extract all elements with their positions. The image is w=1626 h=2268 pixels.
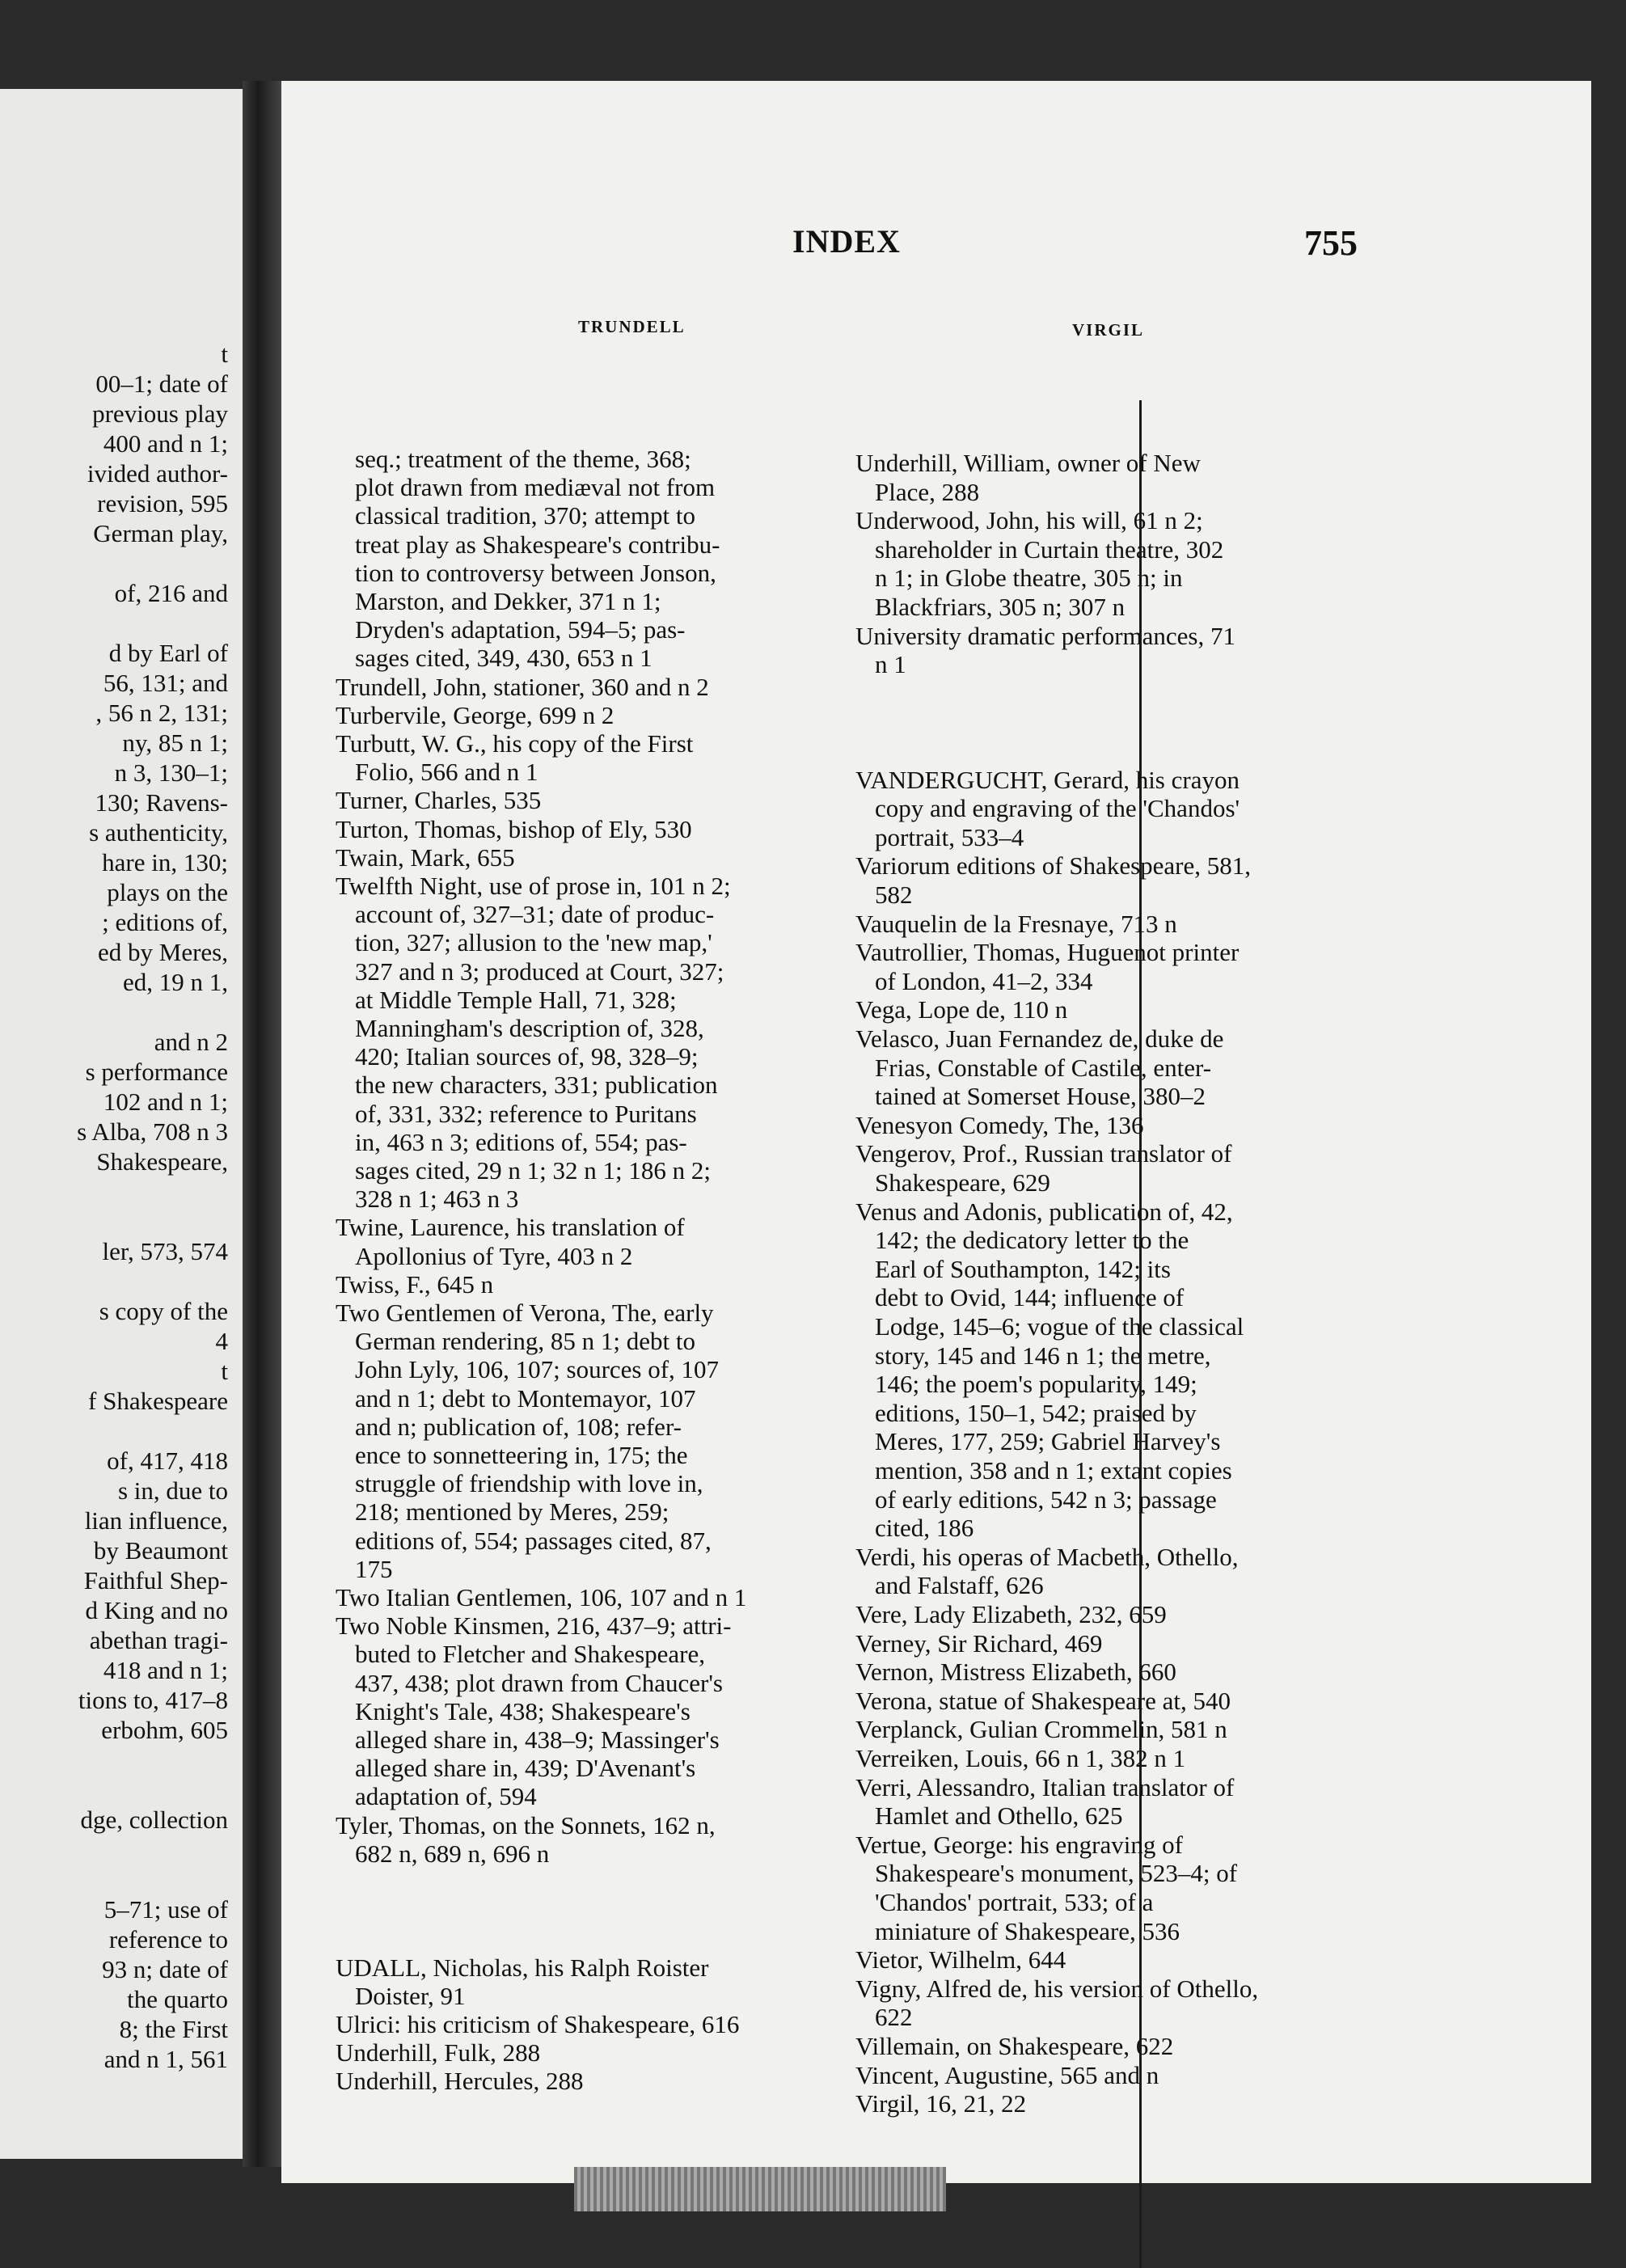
index-line: Blackfriars, 305 n; 307 n — [875, 593, 1126, 621]
index-line: buted to Fletcher and Shakespeare, — [355, 1640, 705, 1669]
facing-page-line: 130; Ravens- — [95, 788, 228, 817]
index-line: Hamlet and Othello, 625 — [875, 1801, 1123, 1831]
facing-page-line: ed by Meres, — [98, 938, 228, 966]
facing-page-line: 00–1; date of — [95, 370, 228, 398]
facing-page-line: , 56 n 2, 131; — [95, 699, 228, 727]
index-line: Lodge, 145–6; vogue of the classical — [875, 1312, 1244, 1341]
page-header — [281, 222, 1591, 271]
book-gutter — [243, 81, 281, 2167]
facing-page-line: and n 1, 561 — [103, 2045, 228, 2073]
index-line: Venus and Adonis, publication of, 42, — [855, 1197, 1233, 1226]
index-line: adaptation of, 594 — [355, 1782, 537, 1811]
index-line: Vernon, Mistress Elizabeth, 660 — [855, 1658, 1176, 1687]
index-line: Two Italian Gentlemen, 106, 107 and n 1 — [336, 1583, 747, 1611]
facing-page-line: s Alba, 708 n 3 — [77, 1117, 228, 1146]
index-line: Variorum editions of Shakespeare, 581, — [855, 851, 1251, 881]
index-line: cited, 186 — [875, 1514, 974, 1543]
index-line: sages cited, 29 n 1; 32 n 1; 186 n 2; — [355, 1156, 711, 1185]
index-line: 218; mentioned by Meres, 259; — [355, 1497, 669, 1527]
index-line: Underhill, William, owner of New — [855, 449, 1201, 477]
facing-page-line: dge, collection — [80, 1806, 228, 1834]
index-line: Venesyon Comedy, The, 136 — [855, 1110, 1144, 1139]
index-line: Knight's Tale, 438; Shakespeare's — [355, 1696, 691, 1725]
index-line: Ulrici: his criticism of Shakespeare, 616 — [336, 2010, 740, 2038]
index-line: tained at Somerset House, 380–2 — [875, 1082, 1206, 1111]
facing-page-line: of, 216 and — [114, 579, 228, 607]
facing-page-line: by Beaumont — [93, 1536, 228, 1565]
index-line: German rendering, 85 n 1; debt to — [355, 1327, 695, 1356]
facing-page-line: d King and no — [85, 1596, 228, 1624]
index-line: and n 1; debt to Montemayor, 107 — [355, 1383, 696, 1413]
facing-page-line: ler, 573, 574 — [102, 1237, 228, 1265]
index-line: shareholder in Curtain theatre, 302 — [875, 534, 1224, 564]
index-line: Vengerov, Prof., Russian translator of — [855, 1139, 1232, 1168]
index-line: UDALL, Nicholas, his Ralph Roister — [336, 1953, 709, 1982]
index-line: 420; Italian sources of, 98, 328–9; — [355, 1042, 699, 1071]
facing-page-line: 56, 131; and — [103, 669, 228, 697]
facing-page-line: s copy of the — [99, 1297, 228, 1325]
index-page — [281, 81, 1591, 2183]
index-line: Turbervile, George, 699 n 2 — [336, 700, 615, 729]
facing-page-line: German play, — [93, 519, 228, 547]
facing-page-line: lian influence, — [84, 1506, 228, 1535]
index-line: Twiss, F., 645 n — [336, 1269, 494, 1299]
facing-page-line: 400 and n 1; — [103, 429, 228, 458]
index-line: Twelfth Night, use of prose in, 101 n 2; — [336, 872, 731, 900]
index-line: n 1; in Globe theatre, 305 n; in — [875, 564, 1183, 593]
index-line: University dramatic performances, 71 — [855, 621, 1235, 650]
index-line: Vincent, Augustine, 565 and n — [855, 2060, 1159, 2089]
index-line: n 1 — [875, 650, 906, 679]
index-line: Vere, Lady Elizabeth, 232, 659 — [855, 1600, 1167, 1628]
facing-page-line: t — [221, 340, 228, 368]
facing-page-line: and n 2 — [154, 1028, 228, 1056]
index-line: Folio, 566 and n 1 — [355, 758, 538, 787]
index-line: Verney, Sir Richard, 469 — [855, 1628, 1103, 1658]
index-line: 437, 438; plot drawn from Chaucer's — [355, 1668, 723, 1697]
index-line: Trundell, John, stationer, 360 and n 2 — [336, 672, 709, 701]
index-line: mention, 358 and n 1; extant copies — [875, 1456, 1232, 1485]
index-line: account of, 327–31; date of produc- — [355, 900, 715, 929]
facing-page-line: 102 and n 1; — [103, 1088, 228, 1116]
index-line: 142; the dedicatory letter to the — [875, 1226, 1189, 1255]
facing-page-line: revision, 595 — [97, 489, 228, 517]
index-line: Twine, Laurence, his translation of — [336, 1213, 685, 1242]
index-line: 328 n 1; 463 n 3 — [355, 1185, 519, 1214]
page-title: INDEX — [792, 223, 901, 260]
index-line: alleged share in, 439; D'Avenant's — [355, 1754, 696, 1783]
index-line: alleged share in, 438–9; Massinger's — [355, 1725, 720, 1754]
scan-edge-strip — [574, 2167, 946, 2211]
facing-page-line: ivided author- — [87, 459, 228, 488]
index-line: Vigny, Alfred de, his version of Othello, — [855, 1974, 1259, 2003]
index-line: Turbutt, W. G., his copy of the First — [336, 729, 694, 758]
index-line: 146; the poem's popularity, 149; — [875, 1370, 1197, 1399]
index-line: 'Chandos' portrait, 533; of a — [875, 1888, 1154, 1916]
index-line: Frias, Constable of Castile, enter- — [875, 1053, 1212, 1082]
facing-page-line: f Shakespeare — [88, 1387, 228, 1415]
index-line: at Middle Temple Hall, 71, 328; — [355, 985, 677, 1014]
facing-page-line: s in, due to — [117, 1476, 228, 1505]
index-line: of, 331, 332; reference to Puritans — [355, 1099, 697, 1128]
facing-page-line: tions to, 417–8 — [78, 1686, 228, 1714]
index-line: Shakespeare's monument, 523–4; of — [875, 1859, 1238, 1888]
index-line: Underhill, Hercules, 288 — [336, 2067, 584, 2096]
index-line: and Falstaff, 626 — [875, 1571, 1044, 1600]
index-line: Manningham's description of, 328, — [355, 1014, 704, 1042]
index-line: Vietor, Wilhelm, 644 — [855, 1945, 1066, 1974]
facing-page-line: 418 and n 1; — [103, 1656, 228, 1684]
index-line: Virgil, 16, 21, 22 — [855, 2089, 1027, 2118]
index-line: 682 n, 689 n, 696 n — [355, 1839, 550, 1868]
index-line: debt to Ovid, 144; influence of — [875, 1283, 1185, 1312]
index-line: Verri, Alessandro, Italian translator of — [855, 1772, 1235, 1801]
facing-page-line: the quarto — [127, 1985, 228, 2013]
facing-page-line: previous play — [92, 399, 228, 428]
index-line: 175 — [355, 1554, 393, 1583]
index-line: Doister, 91 — [355, 1981, 466, 2010]
facing-page-line: s performance — [85, 1058, 228, 1086]
facing-page-line: 4 — [215, 1327, 228, 1355]
index-line: Turner, Charles, 535 — [336, 786, 542, 815]
index-line: Vega, Lope de, 110 n — [855, 995, 1068, 1024]
index-line: the new characters, 331; publication — [355, 1071, 718, 1100]
index-line: story, 145 and 146 n 1; the metre, — [875, 1341, 1211, 1370]
index-line: miniature of Shakespeare, 536 — [875, 1916, 1180, 1945]
facing-page-line: d by Earl of — [108, 639, 228, 667]
page-number: 755 — [1304, 223, 1358, 263]
index-line: treat play as Shakespeare's contribu- — [355, 530, 720, 559]
facing-page-line: ; editions of, — [102, 908, 228, 936]
facing-page-line: hare in, 130; — [102, 848, 228, 876]
index-line: 622 — [875, 2003, 913, 2032]
facing-page-line: Shakespeare, — [96, 1147, 228, 1176]
facing-page-line: t — [221, 1357, 228, 1385]
facing-page-line: 8; the First — [119, 2015, 228, 2043]
index-line: in, 463 n 3; editions of, 554; pas- — [355, 1127, 687, 1156]
facing-page-line: of, 417, 418 — [107, 1447, 228, 1475]
facing-page-line: 93 n; date of — [102, 1955, 228, 1983]
index-line: sages cited, 349, 430, 653 n 1 — [355, 644, 653, 673]
index-line: of early editions, 542 n 3; passage — [875, 1485, 1217, 1514]
facing-page-line: abethan tragi- — [89, 1626, 228, 1654]
index-line: editions of, 554; passages cited, 87, — [355, 1526, 712, 1555]
index-line: John Lyly, 106, 107; sources of, 107 — [355, 1355, 720, 1384]
index-line: classical tradition, 370; attempt to — [355, 501, 695, 530]
index-line: editions, 150–1, 542; praised by — [875, 1398, 1197, 1427]
facing-page-line: reference to — [108, 1925, 228, 1953]
index-line: VANDERGUCHT, Gerard, his crayon — [855, 765, 1240, 794]
index-line: 327 and n 3; produced at Court, 327; — [355, 957, 724, 986]
index-line: copy and engraving of the 'Chandos' — [875, 794, 1240, 823]
index-line: seq.; treatment of the theme, 368; — [355, 445, 691, 473]
index-line: Shakespeare, 629 — [875, 1168, 1050, 1197]
facing-page-line: Faithful Shep- — [83, 1566, 228, 1594]
index-line: Turton, Thomas, bishop of Ely, 530 — [336, 814, 692, 843]
facing-page-line: ed, 19 n 1, — [122, 968, 228, 996]
index-line: tion to controversy between Jonson, — [355, 558, 716, 587]
facing-page-fragment — [0, 89, 243, 2159]
index-line: Marston, and Dekker, 371 n 1; — [355, 587, 661, 615]
facing-page-line: ny, 85 n 1; — [122, 729, 228, 757]
index-line: Verreiken, Louis, 66 n 1, 382 n 1 — [855, 1744, 1186, 1772]
index-line: Verplanck, Gulian Crommelin, 581 n — [855, 1715, 1227, 1744]
index-line: portrait, 533–4 — [875, 822, 1024, 851]
index-line: Two Noble Kinsmen, 216, 437–9; attri- — [336, 1611, 732, 1641]
index-line: Vertue, George: his engraving of — [855, 1830, 1183, 1859]
index-line: ence to sonnetteering in, 175; the — [355, 1441, 688, 1469]
index-line: Meres, 177, 259; Gabriel Harvey's — [875, 1427, 1221, 1456]
index-line: Vauquelin de la Fresnaye, 713 n — [855, 909, 1177, 938]
running-head-left: TRUNDELL — [578, 317, 686, 336]
facing-page-line: erbohm, 605 — [101, 1716, 228, 1744]
index-line: Villemain, on Shakespeare, 622 — [855, 2032, 1174, 2060]
index-line: Underhill, Fulk, 288 — [336, 2038, 541, 2067]
index-line: Apollonius of Tyre, 403 n 2 — [355, 1241, 633, 1270]
index-line: Earl of Southampton, 142; its — [875, 1254, 1171, 1283]
running-head-right: VIRGIL — [1072, 320, 1145, 340]
index-line: Underwood, John, his will, 61 n 2; — [855, 506, 1203, 535]
index-line: plot drawn from mediæval not from — [355, 473, 716, 502]
index-line: Verona, statue of Shakespeare at, 540 — [855, 1686, 1231, 1715]
facing-page-line: s authenticity, — [89, 818, 228, 847]
index-line: Velasco, Juan Fernandez de, duke de — [855, 1024, 1224, 1053]
index-line: Dryden's adaptation, 594–5; pas- — [355, 615, 686, 644]
index-line: of London, 41–2, 334 — [875, 966, 1093, 995]
index-line: struggle of friendship with love in, — [355, 1469, 703, 1498]
index-line: Vautrollier, Thomas, Huguenot printer — [855, 938, 1240, 967]
index-line: 582 — [875, 881, 913, 909]
facing-page-line: plays on the — [107, 878, 228, 906]
facing-page-line: n 3, 130–1; — [114, 758, 228, 787]
index-line: and n; publication of, 108; refer- — [355, 1412, 682, 1441]
facing-page-line: 5–71; use of — [103, 1895, 228, 1924]
index-line: tion, 327; allusion to the 'new map,' — [355, 928, 712, 957]
index-line: Verdi, his operas of Macbeth, Othello, — [855, 1542, 1239, 1571]
index-line: Place, 288 — [875, 477, 980, 506]
index-line: Two Gentlemen of Verona, The, early — [336, 1299, 714, 1327]
index-line: Twain, Mark, 655 — [336, 843, 515, 872]
index-line: Tyler, Thomas, on the Sonnets, 162 n, — [336, 1810, 716, 1839]
